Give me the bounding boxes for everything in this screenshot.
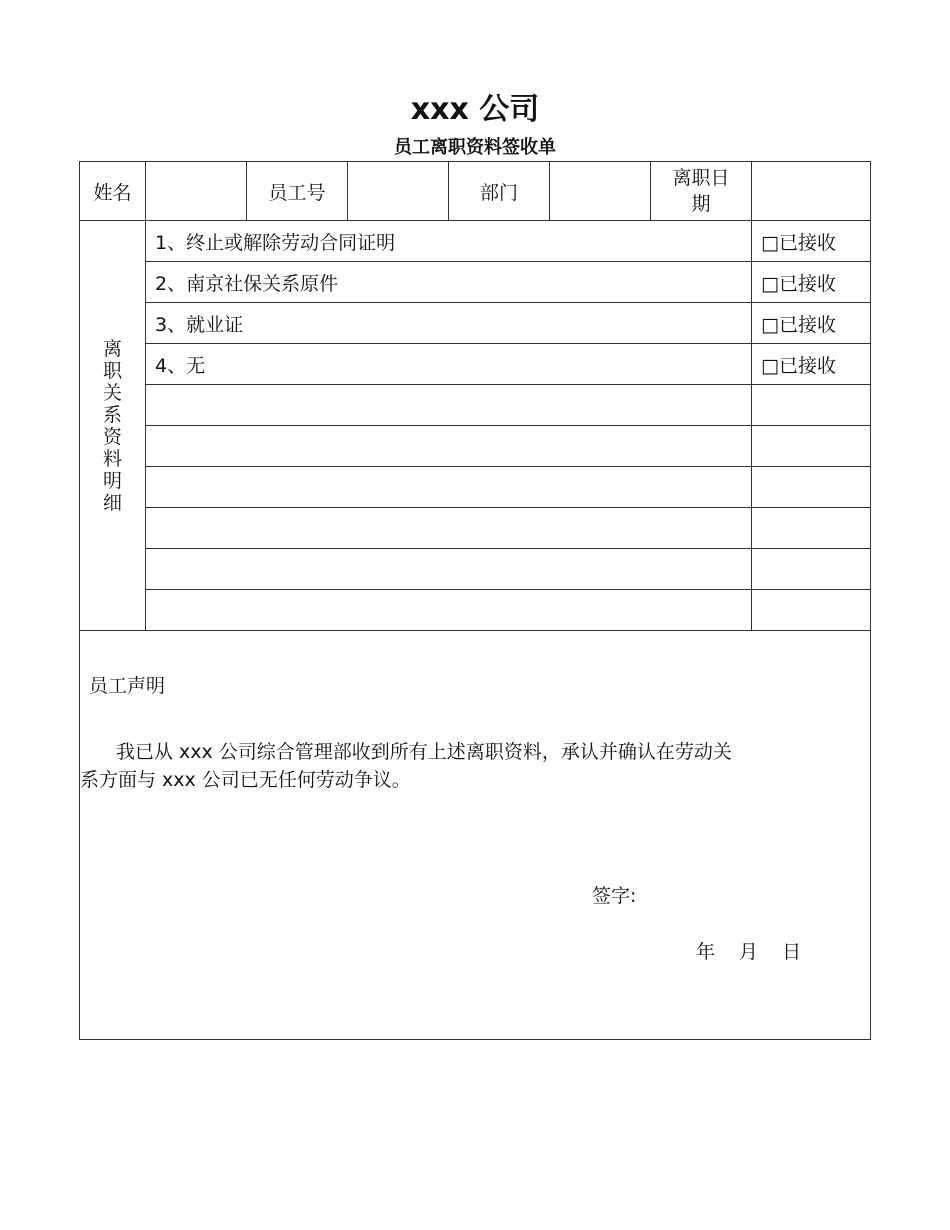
name-label: 姓名 <box>80 162 146 221</box>
detail-item: 2、南京社保关系原件 <box>146 262 752 303</box>
detail-item[interactable] <box>146 426 752 467</box>
received-cell[interactable] <box>752 426 871 467</box>
detail-row <box>80 262 871 303</box>
detail-row <box>80 590 871 631</box>
detail-item: 1、终止或解除劳动合同证明 <box>146 221 752 262</box>
detail-row <box>80 344 871 385</box>
detail-row <box>80 508 871 549</box>
leave-date-label-text: 离职日期 <box>672 167 730 215</box>
received-cell[interactable] <box>752 508 871 549</box>
detail-row <box>80 385 871 426</box>
detail-item[interactable] <box>146 508 752 549</box>
detail-item: 3、就业证 <box>146 303 752 344</box>
received-cell[interactable] <box>752 467 871 508</box>
date-label[interactable]: 年 月 日 <box>696 941 802 963</box>
received-cell[interactable] <box>752 385 871 426</box>
detail-item[interactable] <box>146 549 752 590</box>
received-checkbox[interactable]: □已接收 <box>752 344 871 385</box>
detail-row <box>80 467 871 508</box>
statement-title: 员工声明 <box>89 675 166 697</box>
detail-row <box>80 303 871 344</box>
document-title: xxx 公司 <box>410 92 540 127</box>
statement-text-line-1: 我已从 xxx 公司综合管理部收到所有上述离职资料，承认并确认在劳动关 <box>116 741 732 763</box>
detail-row <box>80 426 871 467</box>
received-checkbox[interactable]: □已接收 <box>752 262 871 303</box>
received-checkbox[interactable]: □已接收 <box>752 303 871 344</box>
detail-row <box>80 221 871 262</box>
detail-item[interactable] <box>146 467 752 508</box>
statement-text-line-2: 系方面与 xxx 公司已无任何劳动争议。 <box>80 769 411 791</box>
name-field[interactable] <box>146 162 247 221</box>
received-checkbox[interactable]: □已接收 <box>752 221 871 262</box>
received-cell[interactable] <box>752 549 871 590</box>
detail-item[interactable] <box>146 385 752 426</box>
received-cell[interactable] <box>752 590 871 631</box>
department-label: 部门 <box>449 162 550 221</box>
statement-row <box>80 631 871 1040</box>
detail-row <box>80 549 871 590</box>
leave-date-field[interactable] <box>752 162 871 221</box>
leave-date-label <box>651 162 752 221</box>
detail-item: 4、无 <box>146 344 752 385</box>
document-subtitle: 员工离职资料签收单 <box>394 137 556 158</box>
resignation-form-table <box>79 161 871 1040</box>
employee-statement <box>80 631 871 1040</box>
signature-label[interactable]: 签字: <box>592 885 637 907</box>
employee-no-field[interactable] <box>348 162 449 221</box>
header-row <box>80 162 871 221</box>
department-field[interactable] <box>550 162 651 221</box>
detail-side-label <box>80 221 146 631</box>
detail-side-label-text: 离职关系资料明细 <box>102 337 122 514</box>
employee-no-label: 员工号 <box>247 162 348 221</box>
detail-item[interactable] <box>146 590 752 631</box>
